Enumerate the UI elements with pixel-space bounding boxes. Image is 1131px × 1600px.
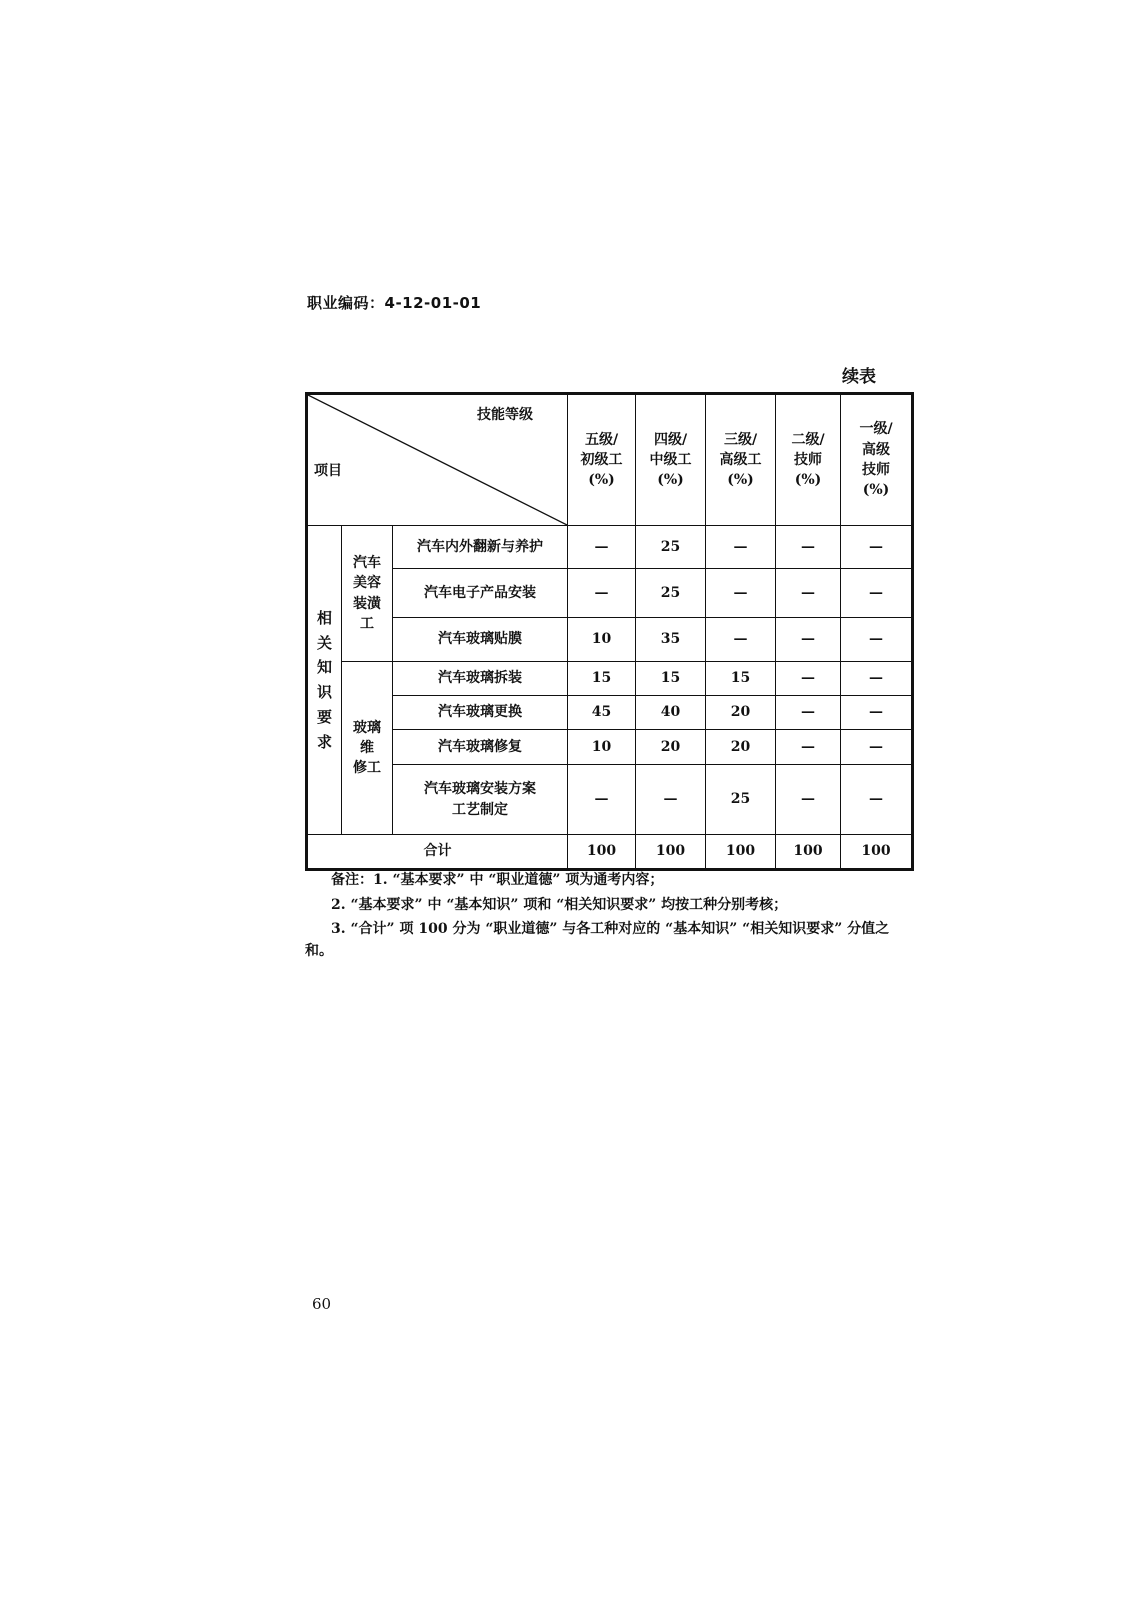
table-row: [307, 662, 913, 696]
item-cell: 汽车玻璃拆装: [393, 662, 568, 696]
value-cell: —: [776, 696, 841, 730]
item-cell: 汽车电子产品安装: [393, 569, 568, 618]
table-row: [307, 526, 913, 569]
note-2: 2. “基本要求” 中 “基本知识” 项和 “相关知识要求” 均按工种分别考核；: [331, 896, 788, 913]
total-value: 100: [568, 835, 636, 870]
value-cell: —: [841, 696, 913, 730]
level-header-4: 四级/ 中级工 (%): [636, 394, 706, 526]
corner-top-label: 技能等级: [477, 407, 534, 423]
value-cell: —: [706, 526, 776, 569]
page-number: 60: [312, 1295, 332, 1313]
value-cell: —: [706, 569, 776, 618]
value-cell: 25: [636, 569, 706, 618]
value-cell: —: [841, 526, 913, 569]
value-cell: —: [636, 765, 706, 835]
table-row: [307, 569, 913, 618]
value-cell: —: [841, 730, 913, 765]
table-row: [307, 618, 913, 662]
total-row: [307, 835, 913, 870]
value-cell: —: [776, 618, 841, 662]
value-cell: 25: [636, 526, 706, 569]
level-header-5: 五级/ 初级工 (%): [568, 394, 636, 526]
value-cell: 10: [568, 618, 636, 662]
value-cell: 20: [706, 730, 776, 765]
value-cell: —: [568, 765, 636, 835]
total-value: 100: [776, 835, 841, 870]
value-cell: 35: [636, 618, 706, 662]
total-value: 100: [841, 835, 913, 870]
group-name-cell: 汽车 美容 装潢 工: [342, 526, 393, 662]
corner-cell: [307, 394, 568, 526]
item-cell: 汽车内外翻新与养护: [393, 526, 568, 569]
value-cell: —: [568, 569, 636, 618]
table-row: [307, 765, 913, 835]
notes: [305, 870, 911, 966]
item-cell: 汽车玻璃修复: [393, 730, 568, 765]
value-cell: —: [568, 526, 636, 569]
value-cell: —: [776, 526, 841, 569]
value-cell: 45: [568, 696, 636, 730]
total-label: 合计: [307, 835, 568, 870]
value-cell: —: [841, 569, 913, 618]
total-value: 100: [636, 835, 706, 870]
value-cell: 40: [636, 696, 706, 730]
header-row: [307, 394, 913, 526]
note-3: 3. “合计” 项 100 分为 “职业道德” 与各工种对应的 “基本知识” “相关知识要求” 分值之和。: [305, 921, 890, 960]
table-row: [307, 730, 913, 765]
value-cell: 15: [568, 662, 636, 696]
value-cell: —: [841, 662, 913, 696]
level-header-1: 一级/ 高级 技师 (%): [841, 394, 913, 526]
value-cell: —: [841, 765, 913, 835]
section-label-cell: 相 关 知 识 要 求: [307, 526, 342, 835]
value-cell: —: [776, 730, 841, 765]
value-cell: —: [776, 765, 841, 835]
level-header-2: 二级/ 技师 (%): [776, 394, 841, 526]
value-cell: —: [841, 618, 913, 662]
item-cell: 汽车玻璃更换: [393, 696, 568, 730]
value-cell: —: [706, 618, 776, 662]
value-cell: —: [776, 569, 841, 618]
item-cell: 汽车玻璃安装方案 工艺制定: [393, 765, 568, 835]
value-cell: 15: [636, 662, 706, 696]
table-row: [307, 696, 913, 730]
value-cell: —: [776, 662, 841, 696]
value-cell: 10: [568, 730, 636, 765]
value-cell: 25: [706, 765, 776, 835]
item-cell: 汽车玻璃贴膜: [393, 618, 568, 662]
continued-label: 续表: [842, 367, 876, 387]
corner-left-label: 项目: [314, 463, 342, 479]
value-cell: 15: [706, 662, 776, 696]
knowledge-weight-table: [305, 392, 914, 871]
occupation-code: 职业编码：4-12-01-01: [307, 294, 482, 312]
value-cell: 20: [706, 696, 776, 730]
note-1: 备注：1. “基本要求” 中 “职业道德” 项为通考内容；: [331, 872, 664, 888]
value-cell: 20: [636, 730, 706, 765]
level-header-3: 三级/ 高级工 (%): [706, 394, 776, 526]
total-value: 100: [706, 835, 776, 870]
group-name-cell: 玻璃 维 修工: [342, 662, 393, 835]
